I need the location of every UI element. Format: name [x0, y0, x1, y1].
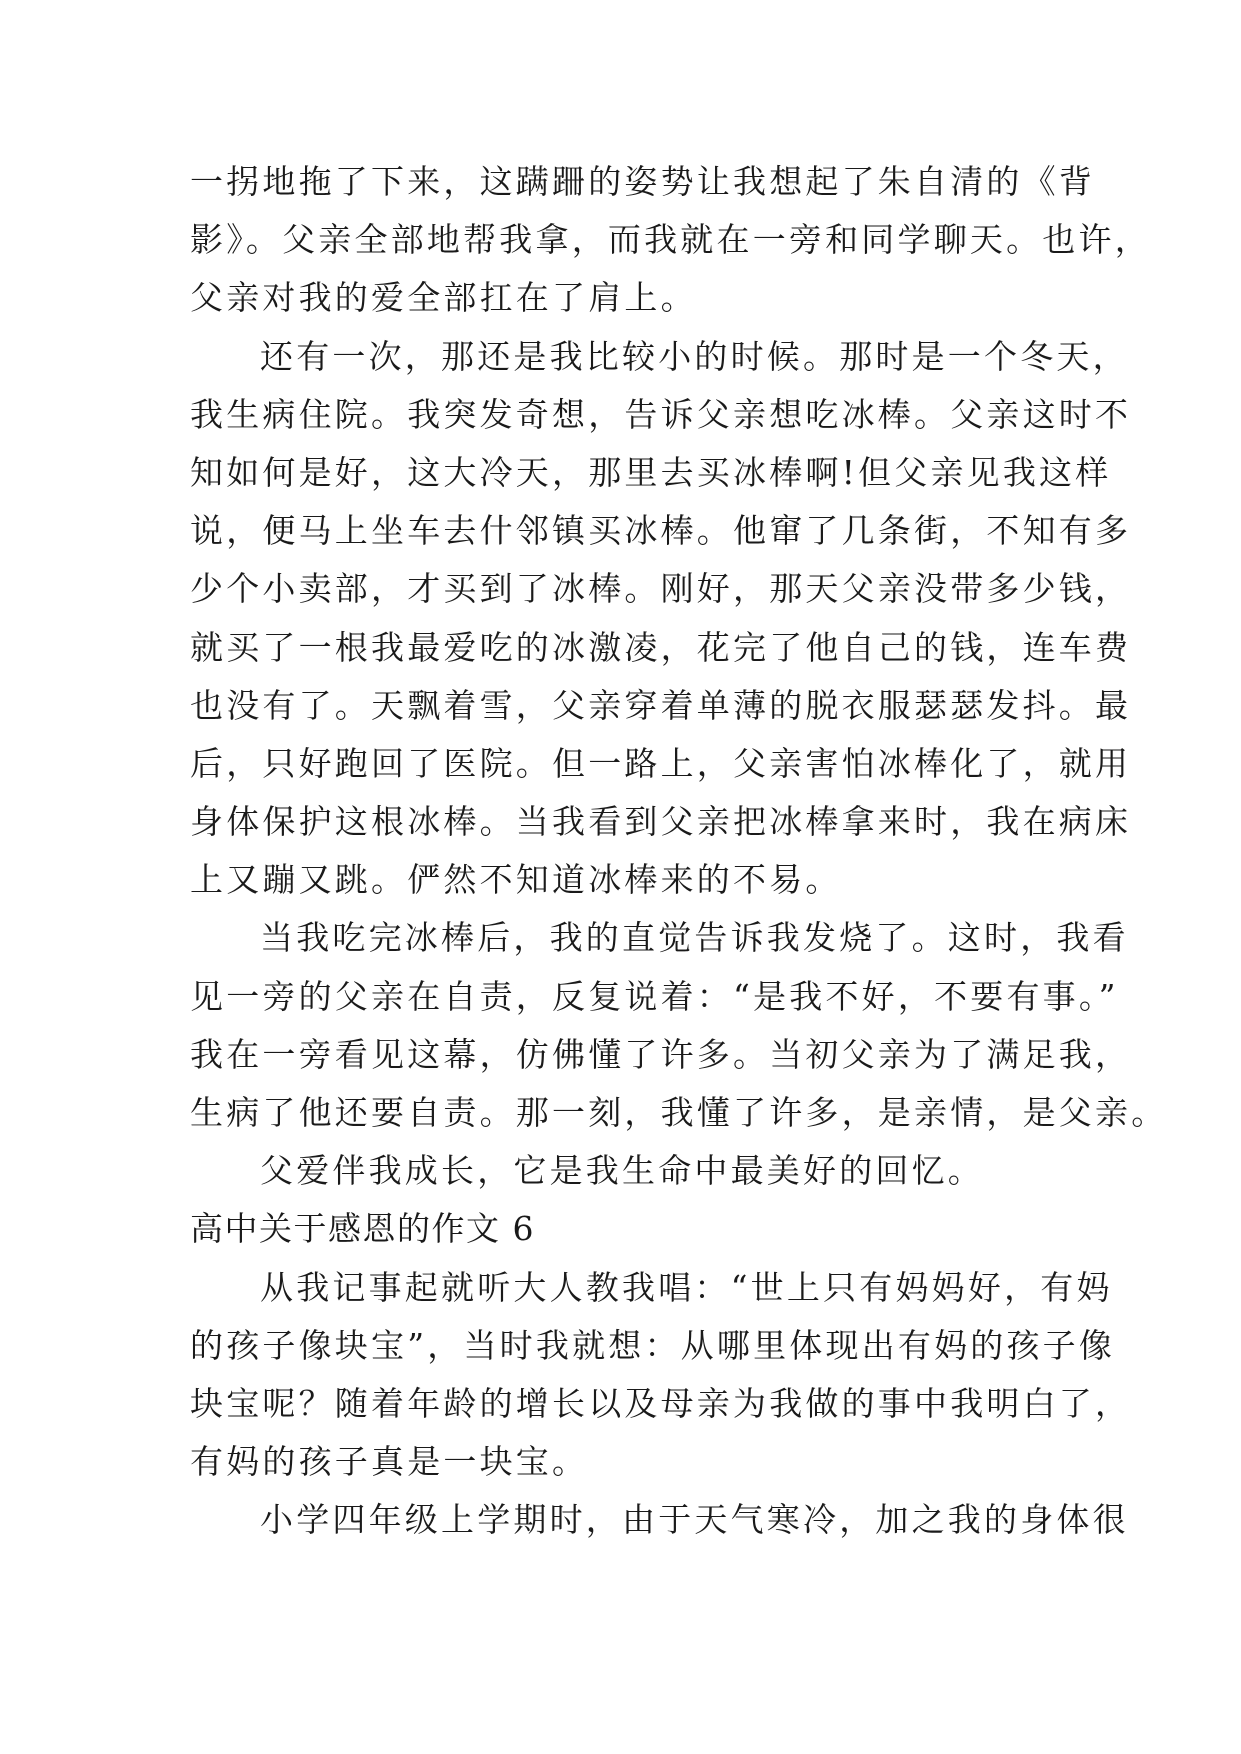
text-line: 我在一旁看见这幕，仿佛懂了许多。当初父亲为了满足我，	[190, 1034, 1132, 1074]
text-line: 块宝呢？随着年龄的增长以及母亲为我做的事中我明白了，	[190, 1383, 1132, 1423]
text-line: 我生病住院。我突发奇想，告诉父亲想吃冰棒。父亲这时不	[190, 394, 1132, 434]
text-line: 影》。父亲全部地帮我拿，而我就在一旁和同学聊天。也许，	[190, 220, 1151, 260]
text-line: 说，便马上坐车去什邻镇买冰棒。他窜了几条街，不知有多	[190, 511, 1132, 551]
text-line: 后，只好跑回了医院。但一路上，父亲害怕冰棒化了，就用	[190, 743, 1132, 783]
text-line: 上又蹦又跳。俨然不知道冰棒来的不易。	[190, 860, 842, 900]
text-line: 有妈的孩子真是一块宝。	[190, 1442, 589, 1482]
text-line: 少个小卖部，才买到了冰棒。刚好，那天父亲没带多少钱，	[190, 569, 1132, 609]
text-line: 一拐地拖了下来，这蹒跚的姿势让我想起了朱自清的《背	[190, 162, 1095, 201]
text-line: 也没有了。天飘着雪，父亲穿着单薄的脱衣服瑟瑟发抖。最	[190, 685, 1132, 725]
text-line: 生病了他还要自责。那一刻，我懂了许多，是亲情，是父亲。	[190, 1093, 1168, 1132]
text-line: 就买了一根我最爱吃的冰激凌，花完了他自己的钱，连车费	[190, 627, 1132, 667]
paragraph-start-line: 父爱伴我成长，它是我生命中最美好的回忆。	[260, 1151, 984, 1191]
paragraph-start-line: 还有一次，那还是我比较小的时候。那时是一个冬天，	[260, 336, 1129, 376]
paragraph-start-line: 当我吃完冰棒后，我的直觉告诉我发烧了。这时，我看	[260, 918, 1129, 958]
text-line: 见一旁的父亲在自责，反复说着：“是我不好，不要有事。”	[190, 976, 1119, 1016]
text-line: 的孩子像块宝”，当时我就想：从哪里体现出有妈的孩子像	[190, 1325, 1116, 1365]
section-heading: 高中关于感恩的作文 6	[190, 1209, 535, 1249]
text-line: 身体保护这根冰棒。当我看到父亲把冰棒拿来时，我在病床	[190, 802, 1132, 842]
text-line: 父亲对我的爱全部扛在了肩上。	[190, 278, 697, 318]
essay-text	[190, 153, 1168, 1550]
paragraph-start-line: 小学四年级上学期时，由于天气寒冷，加之我的身体很	[260, 1500, 1129, 1540]
paragraph-start-line: 从我记事起就听大人教我唱：“世上只有妈妈好，有妈	[260, 1267, 1113, 1307]
text-line: 知如何是好，这大冷天，那里去买冰棒啊!但父亲见我这样	[190, 452, 1112, 492]
